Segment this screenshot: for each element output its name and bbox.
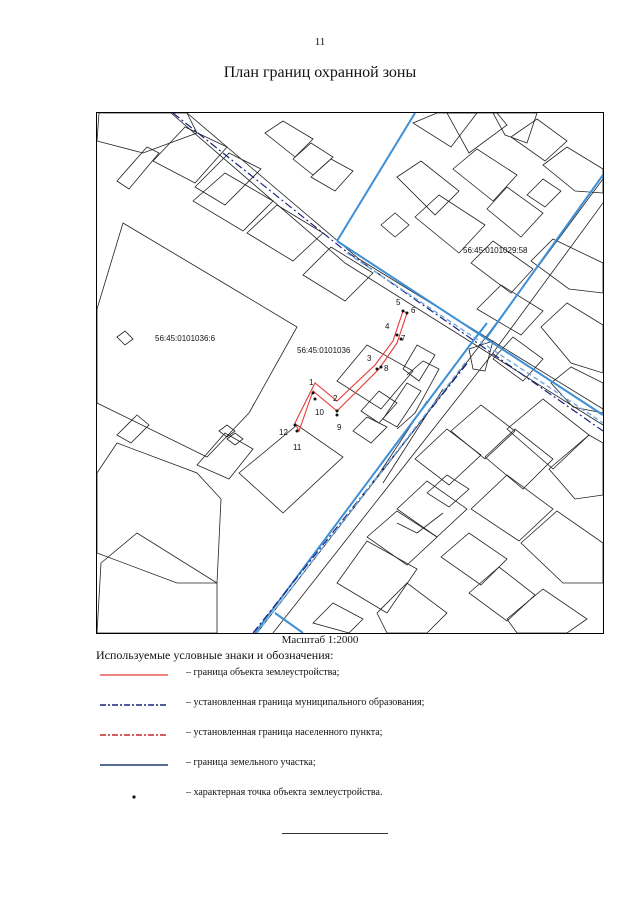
- characteristic-points: [294, 310, 409, 433]
- legend-row: [96, 784, 602, 814]
- cadastral-map: [96, 112, 604, 634]
- point-9: [336, 414, 339, 417]
- point-1: [312, 392, 315, 395]
- object-boundary: [295, 311, 407, 431]
- page-title: План границ охранной зоны: [223, 64, 417, 81]
- point-12: [294, 424, 297, 427]
- point-5: [402, 310, 405, 313]
- point-3: [376, 368, 379, 371]
- point-11: [296, 430, 299, 433]
- legend-text: – установленная граница муниципального образования;: [186, 697, 425, 708]
- blue-dash-dot-line-icon: [100, 698, 168, 712]
- legend-row: [96, 724, 602, 754]
- legend-text: – граница объекта землеустройства;: [186, 667, 340, 678]
- parcel-label-2: 56:45:0101036:6: [155, 334, 216, 343]
- point-label-9: 9: [337, 423, 342, 432]
- point-label-11: 11: [293, 443, 302, 452]
- point-dot-icon: [100, 788, 168, 802]
- legend-row: [96, 754, 602, 784]
- point-label-12: 12: [279, 428, 288, 437]
- point-8: [380, 366, 383, 369]
- legend-text: – установленная граница населенного пункта;: [186, 727, 383, 738]
- map-scale: Масштаб 1:2000: [281, 634, 359, 646]
- legend-row: [96, 694, 602, 724]
- point-label-4: 4: [385, 322, 390, 331]
- red-dash-dot-line-icon: [100, 728, 168, 742]
- dark-solid-line-icon: [100, 758, 168, 772]
- point-2: [336, 410, 339, 413]
- page-number: 11: [314, 36, 326, 48]
- point-label-1: 1: [309, 378, 314, 387]
- legend: [96, 664, 602, 814]
- red-solid-line-icon: [100, 668, 168, 682]
- point-label-2: 2: [333, 394, 338, 403]
- legend-text: – граница земельного участка;: [186, 757, 316, 768]
- parcel-label-3: 56:45:0101036: [297, 346, 351, 355]
- point-label-10: 10: [315, 408, 324, 417]
- road-highlight-lines: [255, 113, 603, 633]
- point-4: [396, 334, 399, 337]
- parcel-label-1: 56:45:0101029:58: [463, 246, 528, 255]
- point-label-5: 5: [396, 298, 401, 307]
- point-label-3: 3: [367, 354, 372, 363]
- point-10: [314, 398, 317, 401]
- legend-row: [96, 664, 602, 694]
- footer-divider: [282, 833, 388, 834]
- point-label-6: 6: [411, 306, 416, 315]
- point-label-7: 7: [401, 334, 406, 343]
- point-6: [406, 312, 409, 315]
- point-label-8: 8: [384, 364, 389, 373]
- legend-text: – характерная точка объекта землеустройства.: [186, 787, 383, 798]
- map-canvas: [97, 113, 603, 633]
- legend-title: Используемые условные знаки и обозначения:: [96, 648, 334, 662]
